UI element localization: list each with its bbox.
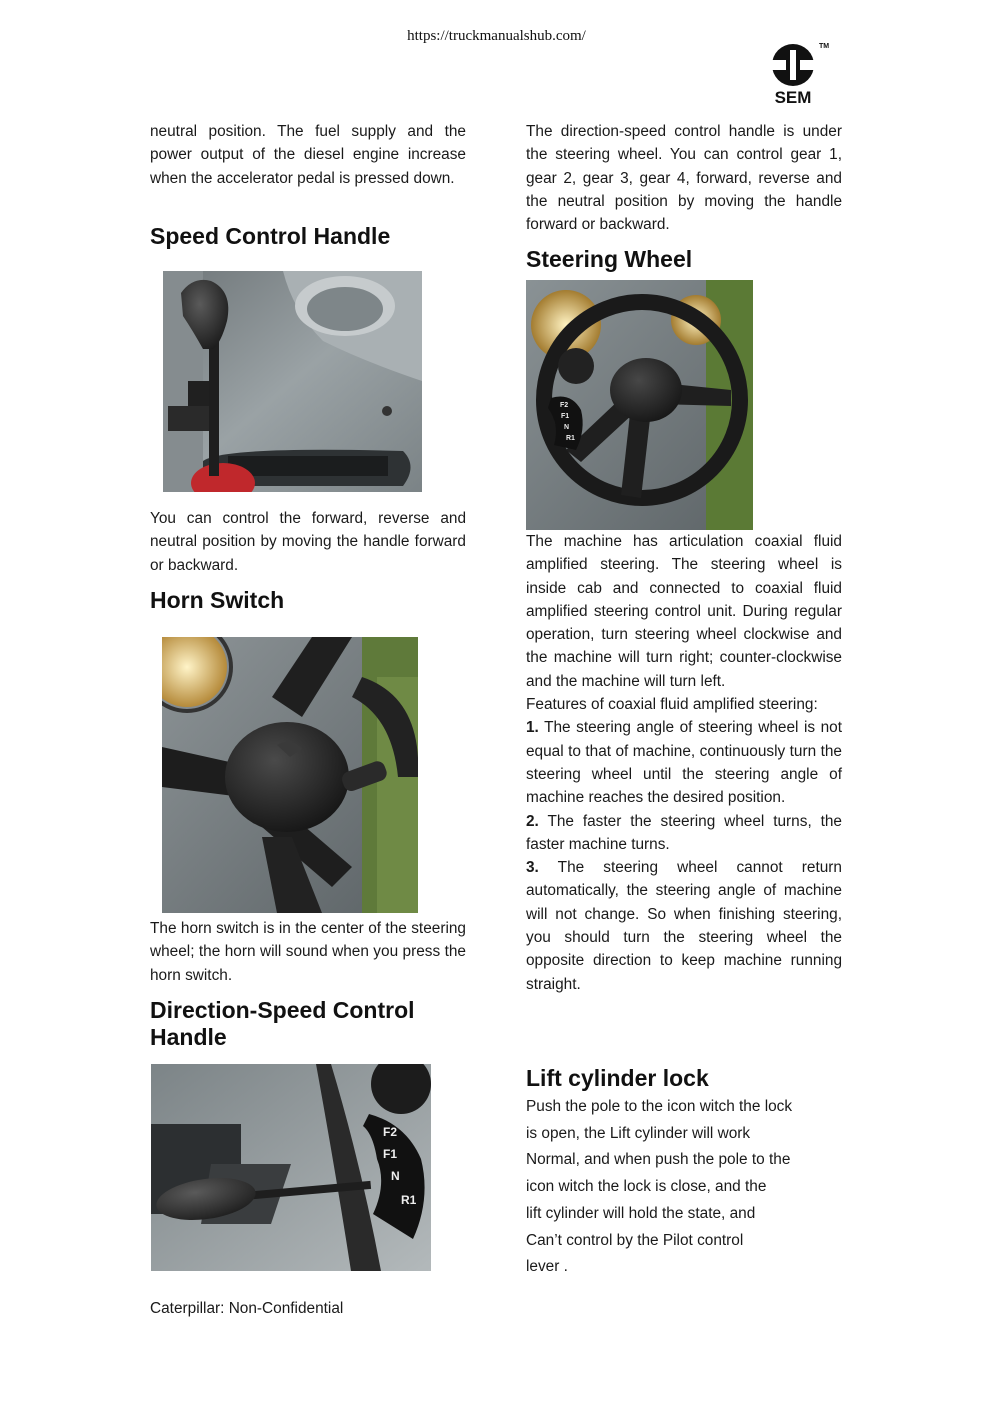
speed-control-heading: Speed Control Handle bbox=[150, 223, 391, 249]
lock-line-7: lever . bbox=[526, 1258, 568, 1276]
feature-number-3: 3. bbox=[526, 859, 539, 877]
direction-speed-description: The direction-speed control handle is under the steering wheel. You can control gear 1, gear 2, gear 3, gear 4, forward, reverse and the neutral position by moving the handle forward or backward. bbox=[526, 123, 842, 234]
direction-speed-heading bbox=[150, 997, 466, 1051]
direction-speed-image bbox=[151, 1064, 431, 1271]
lock-line-6: Can’t control by the Pilot control bbox=[526, 1231, 744, 1249]
lock-line-3: Normal, and when push the pole to the bbox=[526, 1151, 791, 1169]
steering-wheel-image bbox=[526, 280, 753, 530]
gear-label-f1: F1 bbox=[383, 1147, 398, 1161]
speed-control-image bbox=[163, 271, 422, 492]
lock-line-4: icon witch the lock is close, and the bbox=[526, 1178, 767, 1196]
steering-gear-label-n: N bbox=[564, 424, 570, 431]
logo-text: SEM bbox=[774, 88, 812, 106]
feature-number-1: 1. bbox=[526, 719, 539, 737]
footer-classification: Caterpillar: Non-Confidential bbox=[150, 1300, 344, 1317]
lift-cylinder-lock-heading: Lift cylinder lock bbox=[526, 1065, 709, 1091]
left-column bbox=[150, 120, 466, 190]
logo-trademark: TM bbox=[819, 43, 829, 50]
horn-switch-heading: Horn Switch bbox=[150, 587, 285, 613]
speed-control-photo bbox=[163, 271, 422, 492]
direction-speed-photo bbox=[151, 1064, 431, 1271]
direction-speed-heading-line1: Direction-Speed Control bbox=[150, 997, 415, 1023]
steering-wheel-photo bbox=[526, 280, 753, 530]
sem-logo-mark bbox=[769, 40, 829, 106]
page-url[interactable]: https://truckmanualshub.com/ bbox=[407, 28, 586, 44]
feature-item-1 bbox=[526, 716, 842, 809]
direction-speed-heading-line2: Handle bbox=[150, 1024, 227, 1050]
steering-gear-label-f1: F1 bbox=[561, 413, 570, 420]
feature-item-3 bbox=[526, 856, 842, 996]
steering-gear-label-r1: R1 bbox=[566, 435, 575, 442]
horn-switch-image bbox=[162, 637, 418, 913]
speed-control-description: You can control the forward, reverse and neutral position by moving the handle forward or backward. bbox=[150, 510, 466, 574]
lock-line-2: is open, the Lift cylinder will work bbox=[526, 1124, 751, 1142]
feature-text-1: The steering angle of steering wheel is not equal to that of machine, continuously turn the steering wheel until the steering angle of machine reaches the desired position. bbox=[526, 719, 842, 807]
feature-number-2: 2. bbox=[526, 812, 539, 830]
features-intro: Features of coaxial fluid amplified steering: bbox=[526, 696, 818, 714]
gear-label-f2: F2 bbox=[383, 1125, 398, 1139]
feature-item-2 bbox=[526, 810, 842, 857]
lock-line-5: lift cylinder will hold the state, and bbox=[526, 1204, 756, 1222]
feature-text-3: The steering wheel cannot return automatically, the steering angle of machine will not change. So when finishing steering, you should turn the steering wheel the opposite direction to keep machine running straight. bbox=[526, 859, 842, 993]
lock-line-1: Push the pole to the icon witch the lock bbox=[526, 1098, 793, 1115]
horn-switch-photo bbox=[162, 637, 418, 913]
intro-paragraph: neutral position. The fuel supply and the power output of the diesel engine increase when the accelerator pedal is pressed down. bbox=[150, 123, 466, 187]
lift-cylinder-lock-text bbox=[526, 1094, 842, 1281]
sem-logo bbox=[769, 40, 829, 106]
steering-description: The machine has articulation coaxial fluid amplified steering. The steering wheel is inside cab and connected to coaxial fluid amplified steering control unit. During regular operation, turn steering wheel clockwise and the machine will turn right; counter-clockwise and the machine will turn left. bbox=[526, 533, 842, 690]
horn-switch-description: The horn switch is in the center of the steering wheel; the horn will sound when you press the horn switch. bbox=[150, 920, 466, 984]
feature-text-2: The faster the steering wheel turns, the faster machine turns. bbox=[526, 812, 842, 853]
steering-gear-label-f2: F2 bbox=[560, 402, 569, 409]
steering-section-text bbox=[526, 530, 842, 996]
gear-label-r1: R1 bbox=[401, 1193, 417, 1207]
steering-wheel-heading: Steering Wheel bbox=[526, 246, 693, 272]
gear-label-n: N bbox=[391, 1169, 400, 1183]
